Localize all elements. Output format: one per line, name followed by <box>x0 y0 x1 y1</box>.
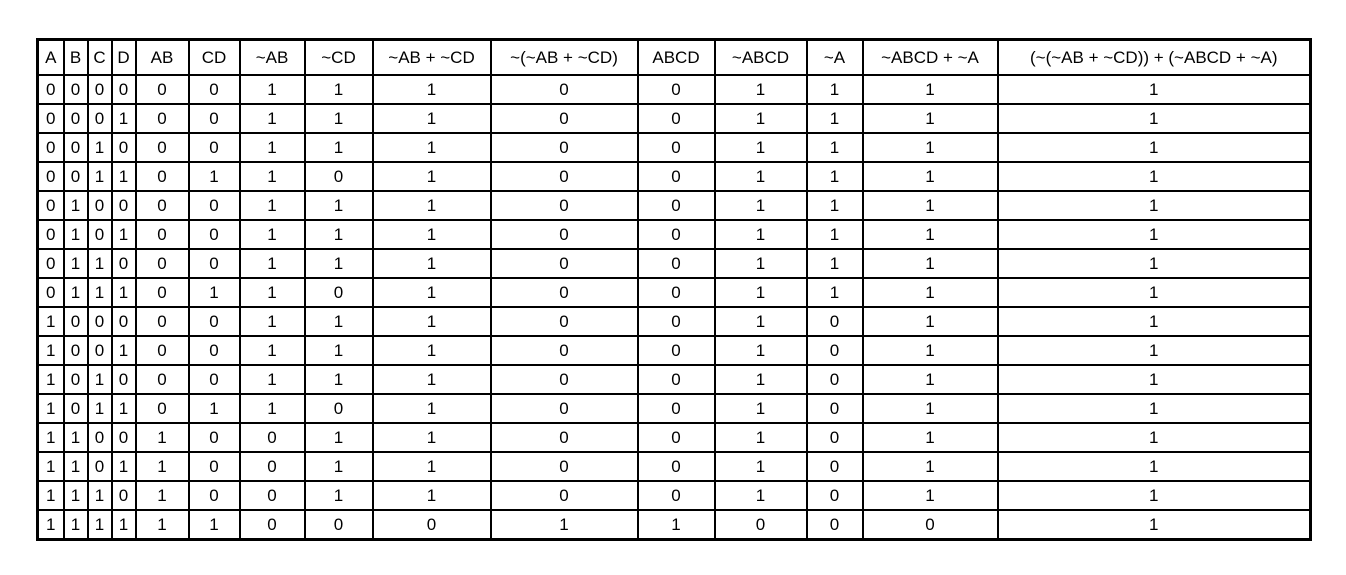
table-cell: 1 <box>305 220 373 249</box>
table-cell: 0 <box>64 162 88 191</box>
table-cell: 1 <box>240 249 305 278</box>
table-cell: 1 <box>807 75 863 104</box>
table-cell: 0 <box>88 336 112 365</box>
table-header <box>38 40 1311 76</box>
table-cell: 0 <box>64 394 88 423</box>
table-cell: 0 <box>189 191 240 220</box>
table-cell: 0 <box>491 336 638 365</box>
table-cell: 0 <box>189 423 240 452</box>
table-cell: 1 <box>88 365 112 394</box>
table-cell: 1 <box>112 162 136 191</box>
table-cell: 0 <box>638 481 715 510</box>
table-cell: 0 <box>88 452 112 481</box>
table-cell: 1 <box>715 336 807 365</box>
table-cell: 1 <box>373 307 491 336</box>
table-cell: 1 <box>715 162 807 191</box>
table-cell: 1 <box>305 336 373 365</box>
table-cell: 1 <box>136 481 189 510</box>
table-row <box>38 452 1311 481</box>
table-cell: 1 <box>998 191 1311 220</box>
table-cell: 0 <box>638 394 715 423</box>
table-cell: 1 <box>112 278 136 307</box>
table-cell: 0 <box>807 307 863 336</box>
table-cell: 0 <box>189 249 240 278</box>
table-cell: 1 <box>64 510 88 540</box>
table-cell: 0 <box>189 365 240 394</box>
table-cell: 0 <box>807 394 863 423</box>
table-cell: 1 <box>373 104 491 133</box>
table-cell: 0 <box>112 75 136 104</box>
table-cell: 1 <box>88 394 112 423</box>
column-header: (~(~AB + ~CD)) + (~ABCD + ~A) <box>998 40 1311 76</box>
column-header: A <box>38 40 64 76</box>
table-cell: 0 <box>638 249 715 278</box>
table-cell: 1 <box>240 75 305 104</box>
table-cell: 1 <box>715 133 807 162</box>
table-row <box>38 104 1311 133</box>
table-cell: 1 <box>64 249 88 278</box>
table-row <box>38 307 1311 336</box>
table-cell: 1 <box>64 278 88 307</box>
table-row <box>38 191 1311 220</box>
table-cell: 0 <box>136 307 189 336</box>
table-cell: 1 <box>240 365 305 394</box>
table-cell: 0 <box>38 133 64 162</box>
table-cell: 0 <box>112 191 136 220</box>
table-cell: 1 <box>998 365 1311 394</box>
table-cell: 0 <box>491 481 638 510</box>
table-cell: 1 <box>305 133 373 162</box>
table-cell: 1 <box>136 423 189 452</box>
table-cell: 0 <box>136 220 189 249</box>
table-cell: 0 <box>136 394 189 423</box>
table-cell: 1 <box>373 452 491 481</box>
table-cell: 1 <box>998 249 1311 278</box>
table-cell: 0 <box>38 75 64 104</box>
table-cell: 1 <box>998 336 1311 365</box>
table-cell: 1 <box>715 452 807 481</box>
table-cell: 0 <box>189 452 240 481</box>
table-cell: 1 <box>715 365 807 394</box>
table-cell: 0 <box>136 336 189 365</box>
table-cell: 0 <box>38 191 64 220</box>
table-cell: 0 <box>240 510 305 540</box>
table-cell: 0 <box>491 104 638 133</box>
table-cell: 1 <box>715 307 807 336</box>
column-header: CD <box>189 40 240 76</box>
table-cell: 1 <box>189 394 240 423</box>
table-cell: 0 <box>491 278 638 307</box>
column-header: ~CD <box>305 40 373 76</box>
table-cell: 1 <box>373 191 491 220</box>
table-cell: 0 <box>64 365 88 394</box>
table-cell: 1 <box>863 394 998 423</box>
table-cell: 0 <box>112 249 136 278</box>
table-cell: 1 <box>305 365 373 394</box>
table-cell: 1 <box>240 278 305 307</box>
table-cell: 0 <box>136 278 189 307</box>
table-row <box>38 220 1311 249</box>
table-cell: 1 <box>998 75 1311 104</box>
column-header: ~ABCD <box>715 40 807 76</box>
column-header: ~AB + ~CD <box>373 40 491 76</box>
table-row <box>38 336 1311 365</box>
table-cell: 0 <box>491 394 638 423</box>
table-cell: 0 <box>863 510 998 540</box>
table-row <box>38 249 1311 278</box>
table-cell: 1 <box>373 162 491 191</box>
table-cell: 0 <box>807 423 863 452</box>
table-cell: 0 <box>189 336 240 365</box>
table-cell: 1 <box>863 220 998 249</box>
table-cell: 0 <box>491 75 638 104</box>
table-cell: 0 <box>638 191 715 220</box>
table-cell: 1 <box>998 278 1311 307</box>
table-row <box>38 481 1311 510</box>
table-cell: 1 <box>373 365 491 394</box>
table-cell: 1 <box>863 191 998 220</box>
table-cell: 0 <box>112 365 136 394</box>
table-cell: 0 <box>136 75 189 104</box>
table-cell: 0 <box>136 162 189 191</box>
table-cell: 0 <box>638 133 715 162</box>
table-cell: 0 <box>64 104 88 133</box>
table-cell: 0 <box>88 191 112 220</box>
table-cell: 0 <box>88 307 112 336</box>
table-cell: 0 <box>136 133 189 162</box>
table-cell: 0 <box>38 249 64 278</box>
table-cell: 0 <box>112 423 136 452</box>
column-header: D <box>112 40 136 76</box>
table-body <box>38 75 1311 540</box>
table-cell: 0 <box>807 452 863 481</box>
table-cell: 1 <box>112 104 136 133</box>
table-cell: 1 <box>863 452 998 481</box>
table-cell: 0 <box>807 365 863 394</box>
table-cell: 1 <box>373 394 491 423</box>
table-cell: 0 <box>638 452 715 481</box>
column-header: ~(~AB + ~CD) <box>491 40 638 76</box>
table-cell: 0 <box>38 278 64 307</box>
table-cell: 1 <box>998 104 1311 133</box>
table-cell: 1 <box>112 510 136 540</box>
column-header: C <box>88 40 112 76</box>
table-cell: 0 <box>491 133 638 162</box>
table-cell: 0 <box>638 75 715 104</box>
table-cell: 1 <box>88 249 112 278</box>
table-cell: 1 <box>38 452 64 481</box>
table-row <box>38 365 1311 394</box>
table-row <box>38 75 1311 104</box>
table-cell: 0 <box>807 510 863 540</box>
table-cell: 0 <box>491 220 638 249</box>
table-cell: 1 <box>373 75 491 104</box>
column-header: ~AB <box>240 40 305 76</box>
table-cell: 1 <box>863 133 998 162</box>
table-cell: 1 <box>998 307 1311 336</box>
table-cell: 0 <box>189 133 240 162</box>
table-cell: 1 <box>373 220 491 249</box>
table-cell: 0 <box>64 307 88 336</box>
table-cell: 0 <box>491 162 638 191</box>
table-cell: 0 <box>189 307 240 336</box>
table-cell: 0 <box>305 510 373 540</box>
table-cell: 0 <box>638 278 715 307</box>
column-header: B <box>64 40 88 76</box>
table-cell: 1 <box>998 423 1311 452</box>
table-cell: 1 <box>240 307 305 336</box>
column-header: ABCD <box>638 40 715 76</box>
table-row <box>38 133 1311 162</box>
table-cell: 1 <box>863 365 998 394</box>
table-cell: 1 <box>305 249 373 278</box>
table-cell: 1 <box>112 452 136 481</box>
table-cell: 1 <box>305 75 373 104</box>
table-cell: 1 <box>240 394 305 423</box>
table-cell: 1 <box>38 510 64 540</box>
table-cell: 0 <box>189 104 240 133</box>
table-cell: 1 <box>189 510 240 540</box>
table-cell: 1 <box>715 104 807 133</box>
table-cell: 0 <box>136 249 189 278</box>
table-cell: 1 <box>373 423 491 452</box>
table-cell: 1 <box>38 394 64 423</box>
table-cell: 0 <box>638 365 715 394</box>
table-cell: 1 <box>64 481 88 510</box>
table-cell: 1 <box>715 191 807 220</box>
table-cell: 0 <box>240 423 305 452</box>
table-cell: 1 <box>998 133 1311 162</box>
table-cell: 1 <box>305 104 373 133</box>
table-cell: 1 <box>38 423 64 452</box>
table-cell: 1 <box>807 104 863 133</box>
table-row <box>38 394 1311 423</box>
table-cell: 0 <box>305 394 373 423</box>
table-cell: 0 <box>88 104 112 133</box>
table-cell: 1 <box>189 278 240 307</box>
table-cell: 1 <box>64 452 88 481</box>
table-cell: 1 <box>373 249 491 278</box>
table-cell: 1 <box>863 307 998 336</box>
table-cell: 0 <box>136 365 189 394</box>
table-cell: 0 <box>638 423 715 452</box>
table-cell: 1 <box>373 481 491 510</box>
table-cell: 0 <box>112 307 136 336</box>
table-row <box>38 510 1311 540</box>
table-cell: 0 <box>491 423 638 452</box>
table-cell: 0 <box>64 133 88 162</box>
table-cell: 0 <box>305 278 373 307</box>
table-cell: 1 <box>88 162 112 191</box>
table-cell: 1 <box>240 133 305 162</box>
table-cell: 0 <box>638 162 715 191</box>
table-cell: 1 <box>998 162 1311 191</box>
table-cell: 1 <box>807 278 863 307</box>
table-cell: 1 <box>305 307 373 336</box>
table-cell: 1 <box>863 162 998 191</box>
column-header: ~ABCD + ~A <box>863 40 998 76</box>
table-cell: 1 <box>88 481 112 510</box>
table-cell: 0 <box>715 510 807 540</box>
table-cell: 1 <box>863 278 998 307</box>
table-cell: 1 <box>998 452 1311 481</box>
table-cell: 1 <box>240 191 305 220</box>
table-cell: 1 <box>863 104 998 133</box>
table-cell: 1 <box>240 162 305 191</box>
table-cell: 1 <box>38 365 64 394</box>
table-cell: 0 <box>491 452 638 481</box>
table-cell: 0 <box>638 104 715 133</box>
header-row <box>38 40 1311 76</box>
table-cell: 0 <box>38 162 64 191</box>
table-cell: 1 <box>807 133 863 162</box>
table-cell: 1 <box>715 394 807 423</box>
table-cell: 1 <box>373 336 491 365</box>
table-cell: 0 <box>638 336 715 365</box>
table-cell: 1 <box>998 394 1311 423</box>
table-cell: 0 <box>189 481 240 510</box>
table-cell: 1 <box>807 162 863 191</box>
table-cell: 1 <box>305 481 373 510</box>
table-cell: 0 <box>112 481 136 510</box>
table-cell: 1 <box>305 191 373 220</box>
table-cell: 1 <box>863 336 998 365</box>
table-cell: 1 <box>715 278 807 307</box>
column-header: ~A <box>807 40 863 76</box>
table-cell: 1 <box>715 220 807 249</box>
column-header: AB <box>136 40 189 76</box>
table-cell: 1 <box>863 249 998 278</box>
table-cell: 1 <box>373 278 491 307</box>
table-cell: 0 <box>807 336 863 365</box>
table-cell: 1 <box>38 336 64 365</box>
table-cell: 0 <box>88 423 112 452</box>
table-cell: 0 <box>88 75 112 104</box>
table-cell: 1 <box>373 133 491 162</box>
table-cell: 0 <box>807 481 863 510</box>
table-cell: 0 <box>240 452 305 481</box>
table-cell: 1 <box>715 423 807 452</box>
table-row <box>38 162 1311 191</box>
table-cell: 0 <box>638 307 715 336</box>
table-cell: 1 <box>64 191 88 220</box>
table-cell: 1 <box>189 162 240 191</box>
table-cell: 1 <box>998 220 1311 249</box>
table-cell: 1 <box>305 452 373 481</box>
table-cell: 1 <box>88 133 112 162</box>
table-cell: 0 <box>136 191 189 220</box>
table-cell: 0 <box>638 220 715 249</box>
table-row <box>38 423 1311 452</box>
table-cell: 1 <box>491 510 638 540</box>
table-cell: 0 <box>491 249 638 278</box>
table-cell: 0 <box>64 336 88 365</box>
table-cell: 0 <box>305 162 373 191</box>
table-cell: 0 <box>88 220 112 249</box>
table-cell: 0 <box>38 104 64 133</box>
table-cell: 1 <box>240 336 305 365</box>
table-cell: 1 <box>638 510 715 540</box>
table-cell: 1 <box>112 220 136 249</box>
table-cell: 1 <box>112 336 136 365</box>
table-cell: 1 <box>136 452 189 481</box>
table-cell: 1 <box>715 249 807 278</box>
table-cell: 1 <box>863 423 998 452</box>
table-cell: 0 <box>38 220 64 249</box>
table-cell: 0 <box>491 191 638 220</box>
table-cell: 0 <box>112 133 136 162</box>
table-cell: 1 <box>38 481 64 510</box>
table-cell: 0 <box>64 75 88 104</box>
table-row <box>38 278 1311 307</box>
table-cell: 1 <box>240 104 305 133</box>
table-cell: 1 <box>38 307 64 336</box>
table-cell: 0 <box>491 365 638 394</box>
table-cell: 1 <box>807 220 863 249</box>
table-cell: 1 <box>136 510 189 540</box>
table-cell: 0 <box>189 220 240 249</box>
table-cell: 0 <box>491 307 638 336</box>
table-cell: 1 <box>112 394 136 423</box>
table-cell: 1 <box>64 220 88 249</box>
table-cell: 1 <box>240 220 305 249</box>
table-cell: 1 <box>998 510 1311 540</box>
table-cell: 1 <box>88 510 112 540</box>
table-cell: 1 <box>305 423 373 452</box>
table-cell: 0 <box>373 510 491 540</box>
table-cell: 1 <box>863 75 998 104</box>
truth-table <box>36 38 1312 541</box>
table-cell: 1 <box>88 278 112 307</box>
table-cell: 0 <box>189 75 240 104</box>
table-cell: 1 <box>807 249 863 278</box>
table-cell: 0 <box>240 481 305 510</box>
table-cell: 1 <box>998 481 1311 510</box>
table-cell: 0 <box>136 104 189 133</box>
table-cell: 1 <box>64 423 88 452</box>
table-cell: 1 <box>715 75 807 104</box>
table-cell: 1 <box>715 481 807 510</box>
table-cell: 1 <box>863 481 998 510</box>
table-cell: 1 <box>807 191 863 220</box>
